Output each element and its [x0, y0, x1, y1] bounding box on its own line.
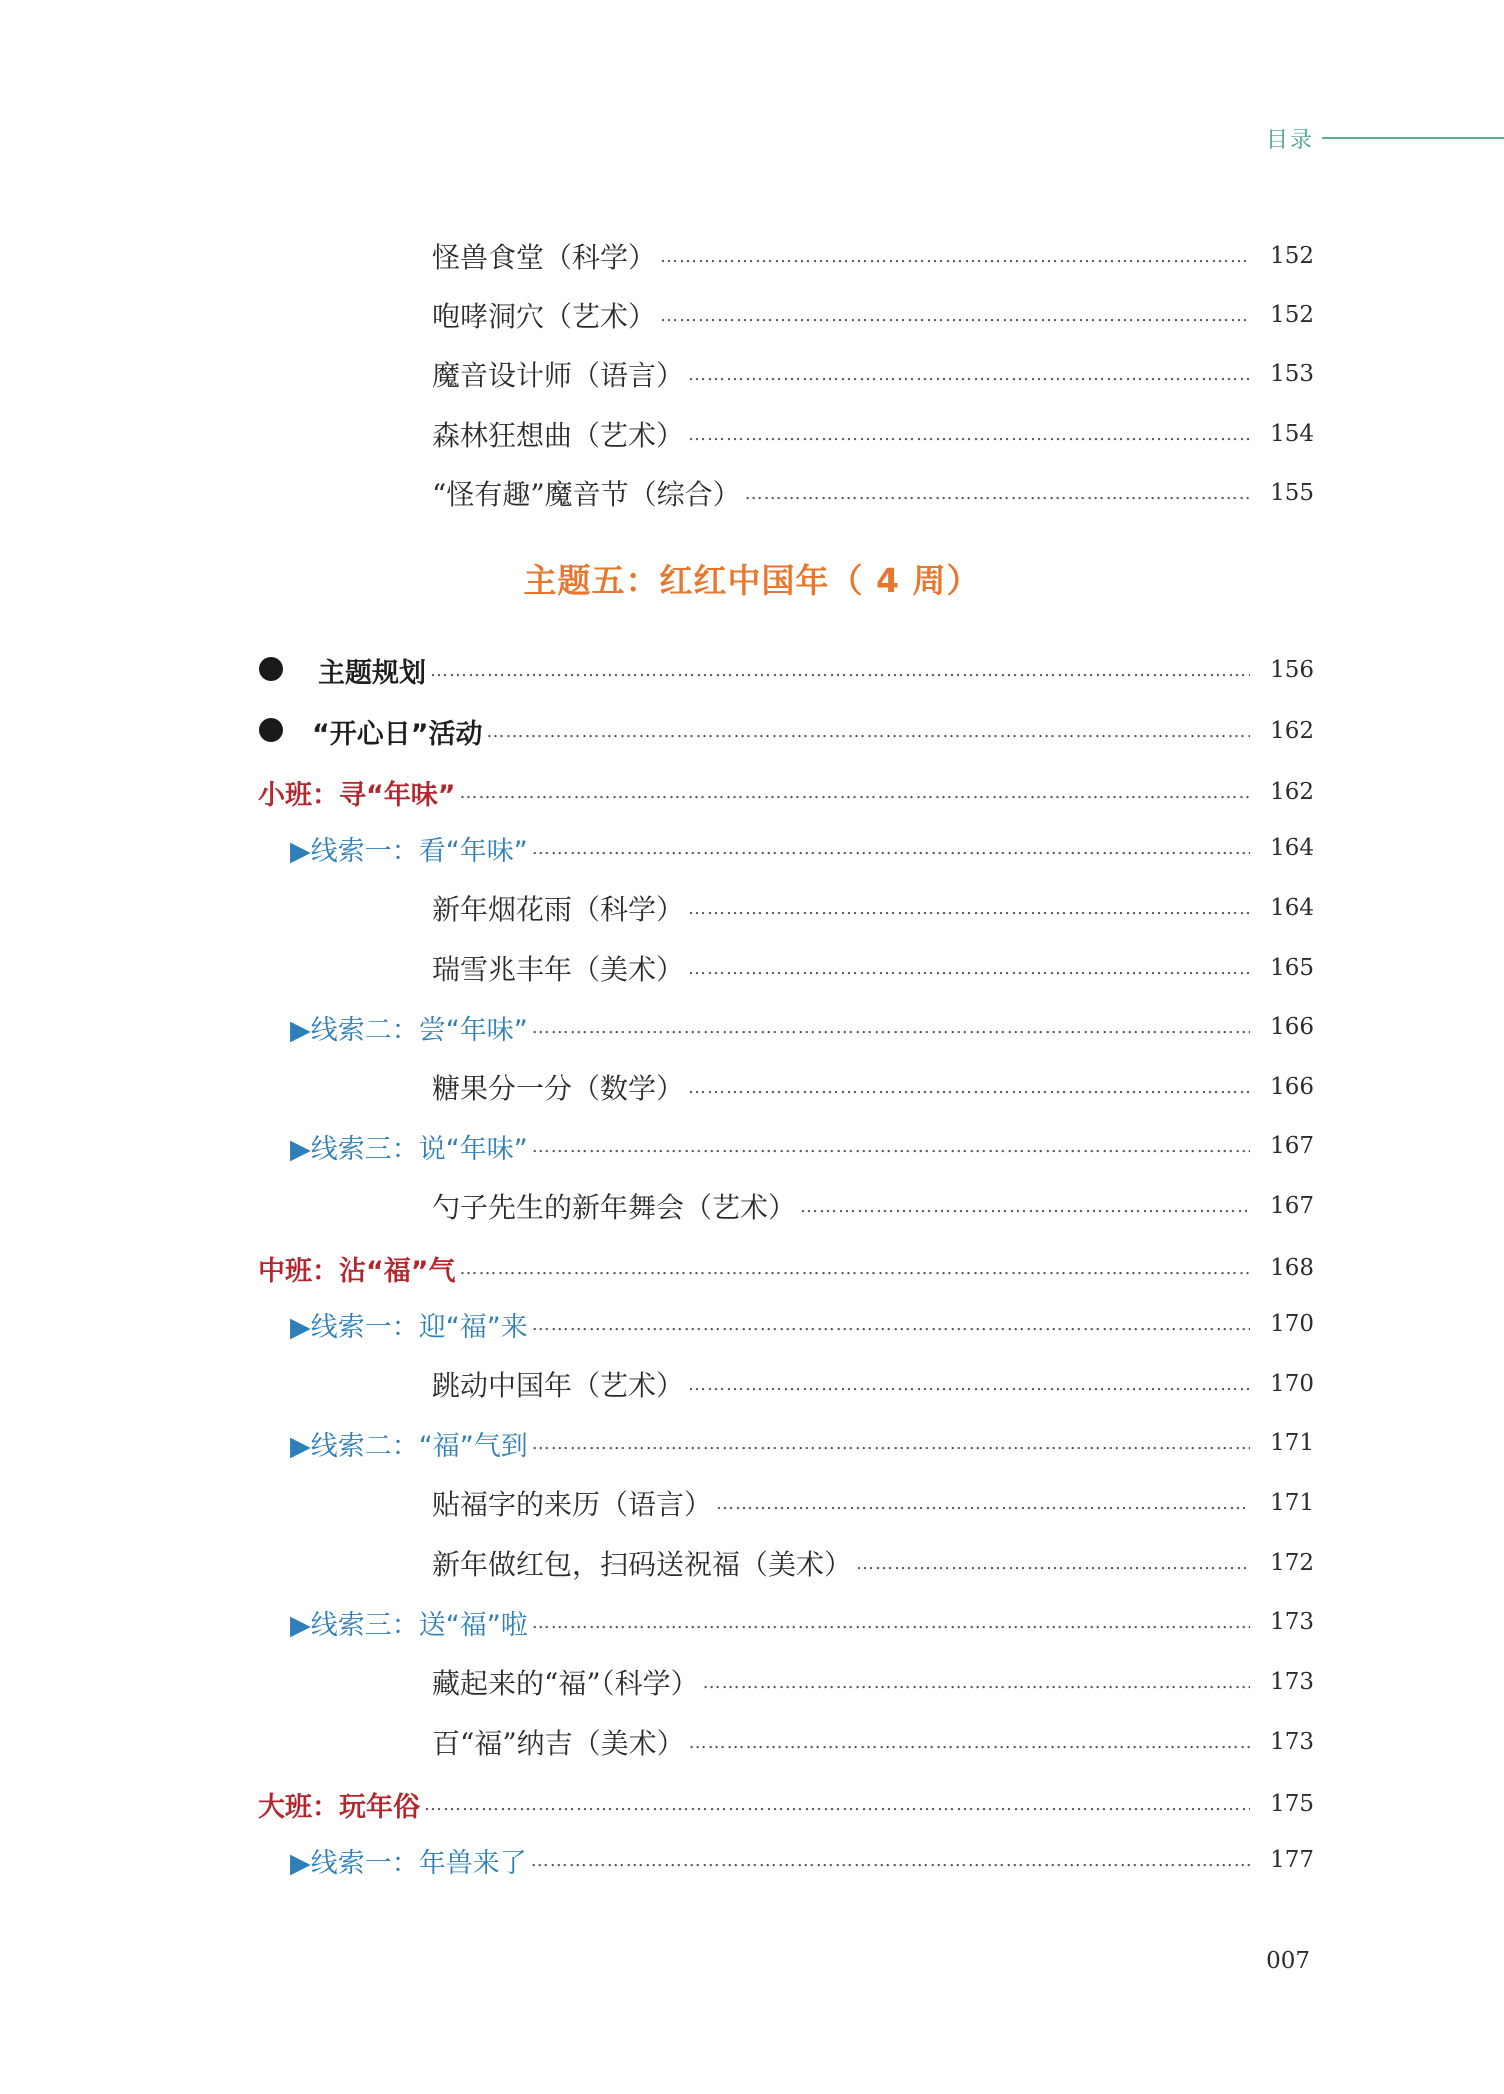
toc-entry[interactable] [432, 1659, 1314, 1705]
toc-entry-clue[interactable] [290, 1004, 1314, 1050]
entry-leader-dots [483, 721, 1251, 742]
toc-entry[interactable] [432, 885, 1314, 931]
toc-entry[interactable] [432, 1540, 1314, 1586]
entry-page-number: 173 [1270, 1729, 1314, 1755]
entry-leader-dots [656, 246, 1250, 267]
header-label: 目录 [1266, 127, 1315, 153]
entry-leader-dots [712, 1493, 1250, 1514]
entry-page-number: 168 [1270, 1255, 1314, 1281]
entry-page-number: 164 [1270, 835, 1314, 861]
entry-leader-dots [684, 898, 1250, 919]
toc-entry[interactable] [432, 351, 1314, 397]
entry-leader-dots [684, 424, 1250, 445]
entry-title: 咆哮洞穴（艺术） [432, 300, 657, 333]
entry-title: “怪有趣”魔音节（综合） [432, 478, 741, 511]
toc-entry-class[interactable] [258, 769, 1314, 815]
entry-page-number: 162 [1270, 718, 1314, 744]
entry-title: ▶线索二：“福”气到 [290, 1430, 528, 1462]
entry-page-number: 162 [1270, 779, 1314, 805]
entry-leader-dots [684, 958, 1250, 979]
entry-page-number: 171 [1270, 1490, 1314, 1516]
entry-title: ▶线索一：迎“福”来 [290, 1311, 528, 1343]
toc-entry[interactable] [432, 1183, 1314, 1229]
entry-page-number: 165 [1270, 955, 1314, 981]
entry-page-number: 170 [1270, 1371, 1314, 1397]
page-number: 007 [1266, 1948, 1310, 1974]
entry-page-number: 175 [1270, 1791, 1314, 1817]
bullet-icon [259, 718, 283, 742]
entry-leader-dots [796, 1196, 1250, 1217]
entry-title: 百“福”纳吉（美术） [432, 1727, 685, 1760]
toc-entry-class[interactable] [258, 1781, 1314, 1827]
entry-leader-dots [684, 1077, 1250, 1098]
entry-leader-dots [456, 1258, 1251, 1279]
entry-title: 中班：沾“福”气 [258, 1255, 456, 1287]
entry-title: 藏起来的“福”（科学） [432, 1667, 699, 1700]
entry-page-number: 152 [1270, 302, 1314, 328]
toc-entry[interactable] [432, 1480, 1314, 1526]
section-title: 主题五：红红中国年（ 4 周） [523, 561, 981, 600]
entry-leader-dots [852, 1553, 1250, 1574]
entry-page-number: 170 [1270, 1311, 1314, 1337]
entry-page-number: 152 [1270, 243, 1314, 269]
entry-leader-dots [741, 483, 1250, 504]
bullet-icon [259, 657, 283, 681]
entry-title: ▶线索二：尝“年味” [290, 1014, 528, 1046]
entry-title: ▶线索三：说“年味” [290, 1133, 528, 1165]
toc-entry[interactable] [432, 411, 1314, 457]
entry-title: “开心日”活动 [312, 718, 483, 750]
toc-entry-clue[interactable] [290, 1599, 1314, 1645]
toc-entry[interactable] [432, 1719, 1314, 1765]
entry-title: 贴福字的来历（语言） [432, 1488, 713, 1521]
entry-page-number: 167 [1270, 1193, 1314, 1219]
entry-page-number: 166 [1270, 1014, 1314, 1040]
entry-page-number: 154 [1270, 421, 1314, 447]
entry-leader-dots [685, 1732, 1250, 1753]
entry-leader-dots [528, 1314, 1250, 1335]
entry-title: 森林狂想曲（艺术） [432, 419, 685, 452]
toc-entry-clue[interactable] [290, 1837, 1314, 1883]
entry-title: 新年做红包，扫码送祝福（美术） [432, 1548, 853, 1581]
entry-title: ▶线索三：送“福”啦 [290, 1609, 528, 1641]
entry-leader-dots [528, 1136, 1250, 1157]
entry-page-number: 153 [1270, 361, 1314, 387]
entry-leader-dots [684, 364, 1250, 385]
toc-entry[interactable] [432, 470, 1314, 516]
entry-page-number: 155 [1270, 480, 1314, 506]
toc-entry-clue[interactable] [290, 1123, 1314, 1169]
entry-page-number: 173 [1270, 1609, 1314, 1635]
entry-leader-dots [699, 1672, 1250, 1693]
entry-title: 新年烟花雨（科学） [432, 893, 685, 926]
entry-title: 跳动中国年（艺术） [432, 1369, 685, 1402]
entry-title: 主题规划 [318, 657, 426, 689]
header-rule [1322, 137, 1504, 139]
entry-leader-dots [528, 1612, 1250, 1633]
entry-leader-dots [426, 660, 1250, 681]
entry-leader-dots [528, 1017, 1250, 1038]
toc-entry[interactable] [432, 945, 1314, 991]
entry-leader-dots [684, 1374, 1250, 1395]
entry-title: 魔音设计师（语言） [432, 359, 685, 392]
entry-page-number: 173 [1270, 1669, 1314, 1695]
entry-page-number: 167 [1270, 1133, 1314, 1159]
entry-leader-dots [528, 1433, 1250, 1454]
toc-entry-class[interactable] [258, 1245, 1314, 1291]
entry-page-number: 156 [1270, 657, 1314, 683]
entry-page-number: 172 [1270, 1550, 1314, 1576]
toc-entry[interactable] [432, 1361, 1314, 1407]
toc-entry[interactable] [432, 292, 1314, 338]
entry-page-number: 171 [1270, 1430, 1314, 1456]
entry-leader-dots [420, 1794, 1250, 1815]
toc-entry[interactable] [318, 647, 1314, 693]
entry-page-number: 166 [1270, 1074, 1314, 1100]
toc-entry[interactable] [312, 708, 1314, 754]
entry-leader-dots [656, 305, 1250, 326]
entry-title: ▶线索一：看“年味” [290, 835, 528, 867]
entry-title: 小班：寻“年味” [258, 779, 456, 811]
toc-entry-clue[interactable] [290, 1301, 1314, 1347]
entry-title: 大班：玩年俗 [258, 1791, 420, 1823]
entry-leader-dots [528, 838, 1250, 859]
toc-entry-clue[interactable] [290, 825, 1314, 871]
entry-leader-dots [527, 1850, 1250, 1871]
toc-entry-clue[interactable] [290, 1420, 1314, 1466]
entry-title: 勺子先生的新年舞会（艺术） [432, 1191, 797, 1224]
entry-page-number: 164 [1270, 895, 1314, 921]
running-header [1266, 118, 1504, 158]
entry-title: 怪兽食堂（科学） [432, 241, 657, 274]
entry-title: ▶线索一：年兽来了 [290, 1847, 527, 1879]
entry-page-number: 177 [1270, 1847, 1314, 1873]
toc-entry[interactable] [432, 1064, 1314, 1110]
entry-title: 糖果分一分（数学） [432, 1072, 685, 1105]
entry-title: 瑞雪兆丰年（美术） [432, 953, 685, 986]
toc-entry[interactable] [432, 233, 1314, 279]
entry-leader-dots [456, 782, 1251, 803]
